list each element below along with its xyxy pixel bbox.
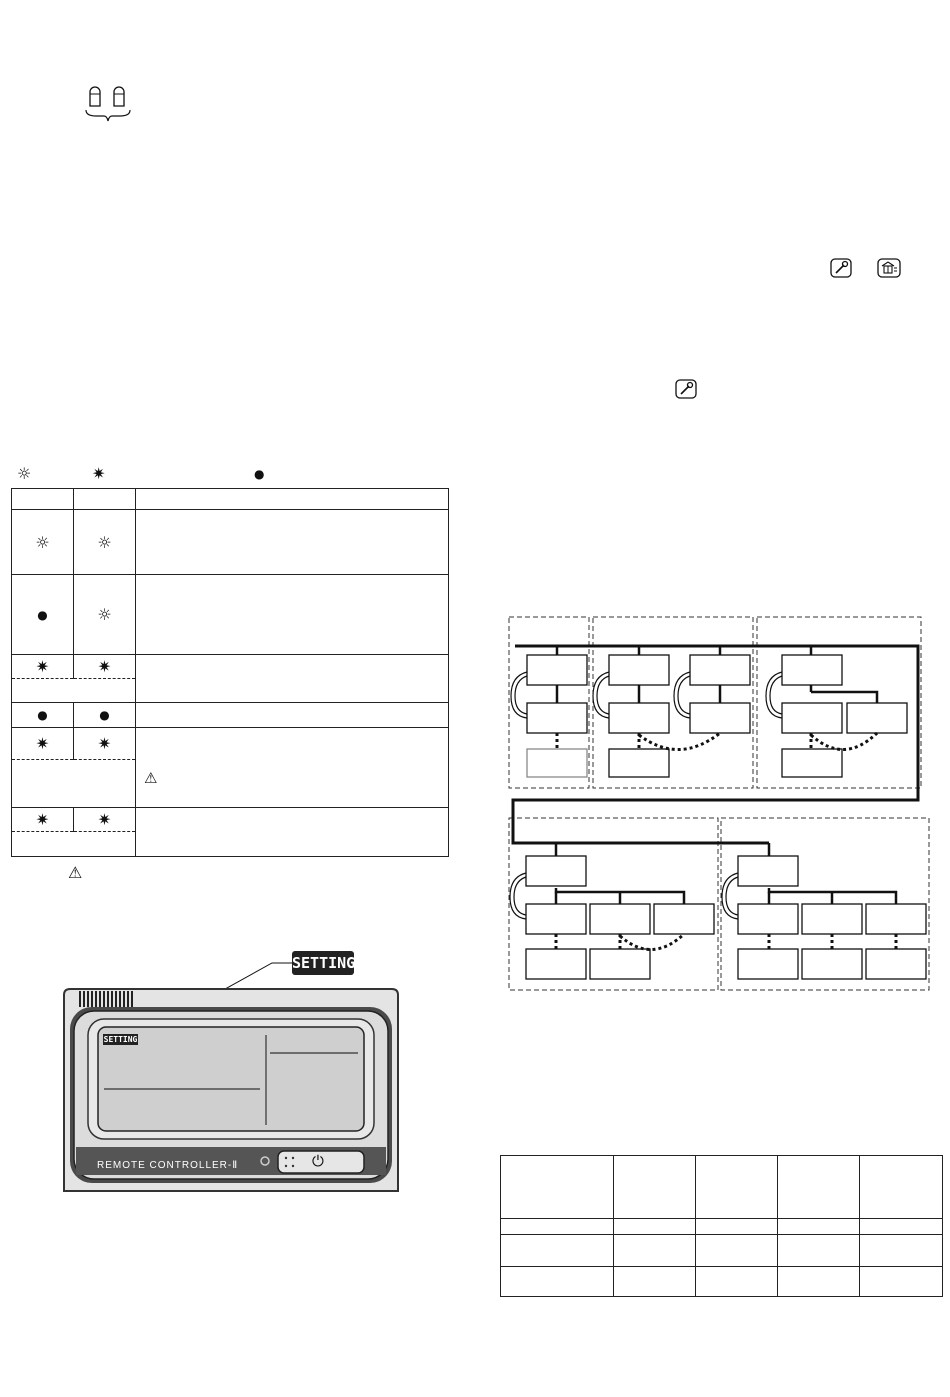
wiring-diagram bbox=[505, 612, 935, 994]
led2-cell: ☼ bbox=[74, 510, 136, 575]
led2-cell: ✷ bbox=[74, 655, 136, 679]
led2-cell: ● bbox=[74, 703, 136, 728]
description-cell bbox=[136, 575, 449, 655]
table-row bbox=[12, 655, 449, 679]
table-row bbox=[501, 1219, 943, 1235]
indoor-unit bbox=[654, 904, 714, 934]
remote-unit bbox=[738, 949, 798, 979]
warning-icon: ⚠ bbox=[144, 769, 158, 787]
table-cell bbox=[501, 1219, 614, 1235]
table-cell bbox=[696, 1235, 778, 1267]
screen-setting-indicator: SETTING bbox=[103, 1035, 138, 1044]
remote-unit bbox=[526, 949, 586, 979]
wrench-icon bbox=[830, 258, 852, 278]
table-cell bbox=[696, 1267, 778, 1297]
header-cell bbox=[860, 1156, 943, 1219]
table-cell bbox=[778, 1235, 860, 1267]
header-cell bbox=[614, 1156, 696, 1219]
header-cell bbox=[696, 1156, 778, 1219]
remote-unit bbox=[609, 749, 669, 777]
table-row bbox=[12, 703, 449, 728]
indoor-unit bbox=[590, 904, 650, 934]
led2-cell: ☼ bbox=[74, 575, 136, 655]
header-cell bbox=[778, 1156, 860, 1219]
indoor-unit bbox=[866, 904, 926, 934]
table-row bbox=[12, 728, 449, 760]
indoor-unit bbox=[782, 703, 842, 733]
table-cell bbox=[614, 1267, 696, 1297]
table-cell bbox=[614, 1219, 696, 1235]
warning-icon: ⚠ bbox=[68, 863, 83, 882]
indoor-unit bbox=[527, 703, 587, 733]
outdoor-unit bbox=[738, 856, 798, 886]
table-cell bbox=[501, 1267, 614, 1297]
blink-legend-symbol: ✷ bbox=[92, 464, 106, 483]
setting-callout-badge: SETTING bbox=[292, 951, 354, 975]
table-cell bbox=[614, 1235, 696, 1267]
spec-table bbox=[500, 1155, 943, 1297]
lit-legend-symbol: ☼ bbox=[17, 464, 32, 483]
led1-cell: ☼ bbox=[12, 510, 74, 575]
blank-cell bbox=[12, 760, 136, 808]
led-status-table bbox=[11, 488, 449, 857]
outdoor-unit bbox=[609, 655, 669, 685]
led1-cell: ✷ bbox=[12, 728, 74, 760]
header-cell bbox=[501, 1156, 614, 1219]
indoor-unit bbox=[690, 703, 750, 733]
off-legend-symbol: ● bbox=[254, 467, 265, 481]
table-header-row bbox=[12, 489, 449, 510]
header-cell bbox=[12, 489, 74, 510]
table-cell bbox=[860, 1235, 943, 1267]
description-cell bbox=[136, 655, 449, 703]
description-cell bbox=[136, 808, 449, 857]
table-row bbox=[12, 510, 449, 575]
table-cell bbox=[696, 1219, 778, 1235]
remote-unit bbox=[527, 749, 587, 777]
wrench-icon bbox=[675, 379, 697, 399]
power-button-icon[interactable]: ⏻ bbox=[312, 1152, 324, 1170]
indoor-unit bbox=[847, 703, 907, 733]
remote-unit bbox=[802, 949, 862, 979]
indoor-unit bbox=[738, 904, 798, 934]
remote-unit bbox=[590, 949, 650, 979]
led2-cell: ✷ bbox=[74, 728, 136, 760]
outdoor-unit bbox=[527, 655, 587, 685]
table-cell bbox=[860, 1267, 943, 1297]
led1-cell: ✷ bbox=[12, 655, 74, 679]
blank-cell bbox=[12, 679, 136, 703]
table-cell bbox=[501, 1235, 614, 1267]
indoor-unit bbox=[802, 904, 862, 934]
remote-unit bbox=[782, 749, 842, 777]
header-cell bbox=[74, 489, 136, 510]
indoor-unit bbox=[526, 904, 586, 934]
header-cell bbox=[136, 489, 449, 510]
outdoor-unit bbox=[690, 655, 750, 685]
table-row bbox=[12, 808, 449, 832]
remote-unit bbox=[866, 949, 926, 979]
remote-brand-label: REMOTE CONTROLLER-Ⅱ bbox=[97, 1160, 239, 1171]
indoor-unit-icon bbox=[877, 258, 901, 278]
indoor-unit bbox=[609, 703, 669, 733]
outdoor-unit bbox=[526, 856, 586, 886]
table-row bbox=[12, 575, 449, 655]
description-cell bbox=[136, 728, 449, 808]
led1-cell: ✷ bbox=[12, 808, 74, 832]
blank-cell bbox=[12, 832, 136, 857]
description-cell bbox=[136, 703, 449, 728]
remote-controller-illustration bbox=[60, 955, 410, 1195]
table-row bbox=[501, 1267, 943, 1297]
led1-cell: ● bbox=[12, 575, 74, 655]
led2-cell: ✷ bbox=[74, 808, 136, 832]
table-row bbox=[501, 1235, 943, 1267]
table-cell bbox=[778, 1219, 860, 1235]
table-cell bbox=[778, 1267, 860, 1297]
connector-illustration bbox=[84, 80, 132, 126]
led1-cell: ● bbox=[12, 703, 74, 728]
table-cell bbox=[860, 1219, 943, 1235]
table-header-row bbox=[501, 1156, 943, 1219]
description-cell bbox=[136, 510, 449, 575]
outdoor-unit bbox=[782, 655, 842, 685]
